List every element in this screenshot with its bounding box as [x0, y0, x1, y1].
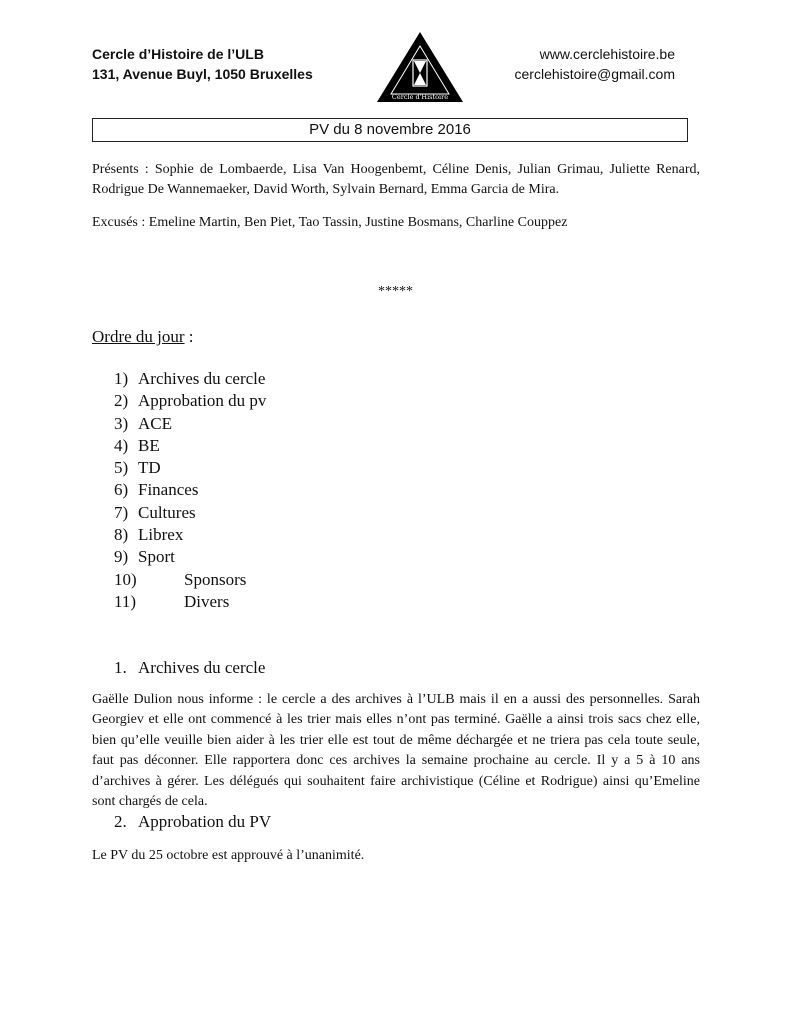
agenda-heading-label: Ordre du jour: [92, 327, 185, 346]
agenda-list: [114, 368, 266, 613]
agenda-item-number: 5): [114, 458, 129, 478]
agenda-item-label: Finances: [138, 480, 199, 500]
agenda-item-number: 3): [114, 413, 129, 433]
agenda-item-number: 2): [114, 391, 129, 411]
agenda-item-number: 4): [114, 435, 129, 455]
agenda-item-number: 11): [114, 591, 137, 611]
agenda-item: [114, 502, 266, 524]
section-number: 1.: [114, 658, 127, 677]
email-link[interactable]: cerclehistoire@gmail.com: [514, 66, 675, 82]
document-title: PV du 8 novembre 2016: [92, 118, 688, 142]
agenda-item-number: 7): [114, 502, 129, 522]
agenda-item: [114, 368, 266, 390]
agenda-item-label: TD: [138, 458, 161, 478]
agenda-item-number: 6): [114, 480, 129, 500]
agenda-heading-suffix: :: [184, 327, 194, 346]
section-title: Approbation du PV: [138, 812, 272, 831]
section-number: 2.: [114, 812, 127, 831]
org-name: Cercle d’Histoire de l’ULB: [92, 46, 264, 62]
separator: *****: [378, 284, 413, 299]
logo-lettering: Cercle d'Histoire: [391, 93, 449, 101]
header-org-block: [92, 44, 313, 84]
section-body-approval: Le PV du 25 octobre est approuvé à l’unanimité.: [92, 848, 365, 863]
agenda-item-label: Librex: [138, 525, 184, 545]
agenda-item: [114, 390, 266, 412]
agenda-item: [114, 479, 266, 501]
website-link[interactable]: www.cerclehistoire.be: [539, 46, 675, 62]
agenda-item-label: Archives du cercle: [138, 369, 266, 388]
agenda-item: [114, 524, 266, 546]
section-title: Archives du cercle: [138, 658, 266, 677]
agenda-item-label: Sport: [138, 547, 175, 567]
attendees-present: Présents : Sophie de Lombaerde, Lisa Van Hoogenbemt, Céline Denis, Julian Grimau, Juliette Renard, Rodrigue De Wannemaeker, David Worth, Sylvain Bernard, Emma Garcia de Mira.: [92, 162, 700, 197]
agenda-item-label: Cultures: [138, 502, 196, 522]
agenda-item-number: 9): [114, 547, 129, 567]
agenda-item-number: 8): [114, 525, 129, 545]
agenda-item-label: Divers: [184, 591, 230, 611]
agenda-item-label: Approbation du pv: [138, 391, 267, 411]
agenda-item: [114, 591, 266, 613]
agenda-item-number: 1): [114, 369, 129, 388]
agenda-item: [114, 435, 266, 457]
header-contact-block: [515, 44, 675, 84]
cercle-histoire-logo: [375, 30, 465, 104]
section-body-archives: Gaëlle Dulion nous informe : le cercle a des archives à l’ULB mais il en a aussi des personnelles. Sarah Georgiev et elle ont commencé à les trier mais elles n’ont pas terminé. Gaëlle a ainsi trois sacs chez elle, bien qu’elle veuille bien aider à les trier elle est tout de même déchargée et ne triera pas cela toute seule, faut pas déconner. Elle rapportera donc ces archives la semaine prochaine au cercle. Il y a 5 à 10 ans d’archives à gérer. Les délégués qui souhaitent faire archivistique (Céline et Rodrigue) ainsi qu’Emeline sont chargés de cela.: [92, 692, 700, 810]
section-heading-archives: [114, 658, 265, 678]
agenda-item: [114, 457, 266, 479]
org-address: 131, Avenue Buyl, 1050 Bruxelles: [92, 66, 313, 82]
agenda-item-label: BE: [138, 435, 160, 455]
agenda-heading: [92, 327, 194, 347]
agenda-item-label: ACE: [138, 413, 172, 433]
agenda-item: [114, 546, 266, 568]
section-heading-approval: [114, 812, 271, 832]
attendees-excused: Excusés : Emeline Martin, Ben Piet, Tao Tassin, Justine Bosmans, Charline Couppez: [92, 215, 568, 230]
agenda-item: [114, 569, 266, 591]
agenda-item: [114, 413, 266, 435]
agenda-item-number: 10): [114, 569, 137, 589]
agenda-item-label: Sponsors: [184, 569, 247, 589]
